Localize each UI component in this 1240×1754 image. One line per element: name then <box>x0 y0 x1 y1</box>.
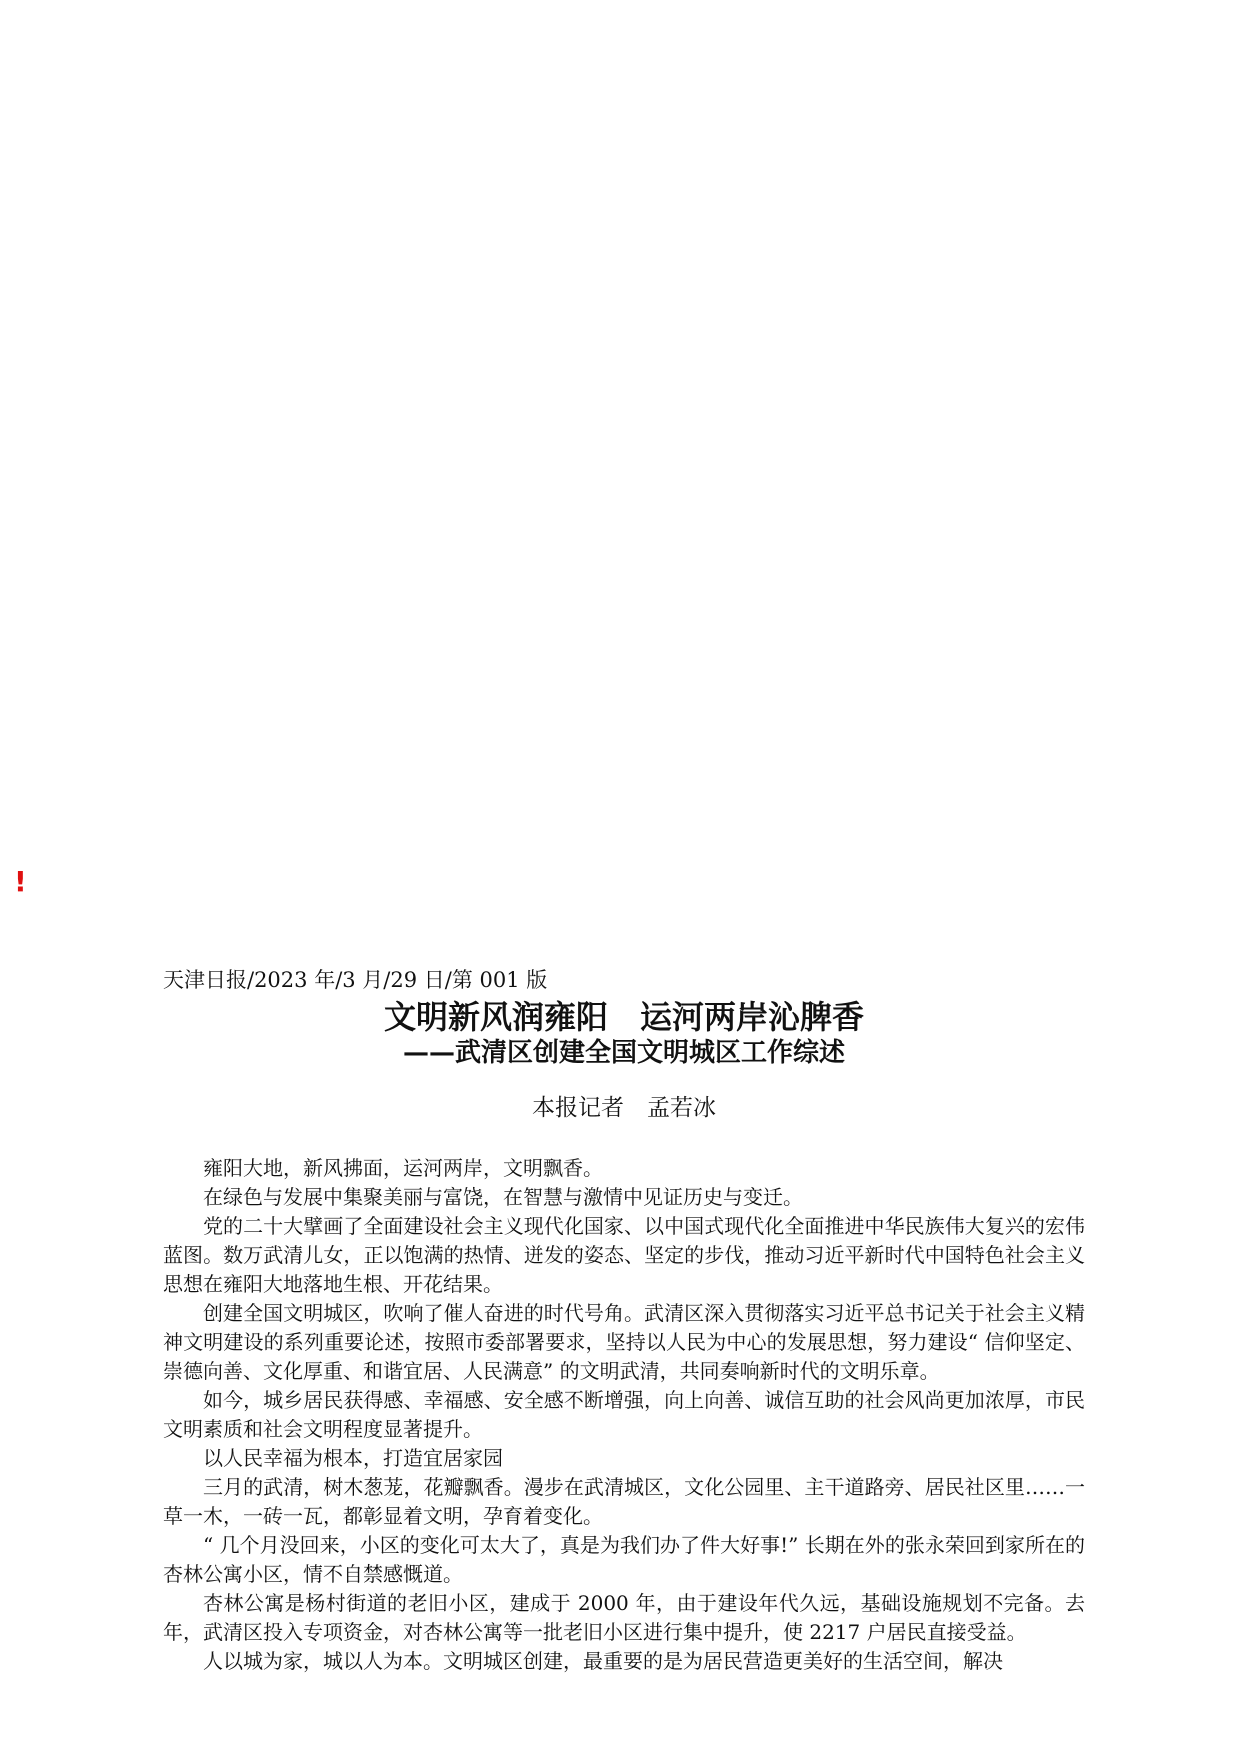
paragraph: “ 几个月没回来，小区的变化可太大了，真是为我们办了件大好事!” 长期在外的张永荣回到家所在的杏林公寓小区，情不自禁感慨道。 <box>163 1533 1085 1586</box>
article-body <box>163 1154 1085 1676</box>
paragraph: 在绿色与发展中集聚美丽与富饶，在智慧与激情中见证历史与变迁。 <box>203 1185 803 1209</box>
subheadline: ——武清区创建全国文明城区工作综述 <box>402 1038 845 1068</box>
paragraph: 党的二十大擘画了全面建设社会主义现代化国家、以中国式现代化全面推进中华民族伟大复兴的宏伟蓝图。数万武清儿女，正以饱满的热情、迸发的姿态、坚定的步伐，推动习近平新时代中国特色社会主义思想在雍阳大地落地生根、开花结果。 <box>163 1214 1085 1296</box>
headline: 文明新风润雍阳 运河两岸沁脾香 <box>383 998 864 1036</box>
paragraph: 雍阳大地，新风拂面，运河两岸，文明飘香。 <box>203 1156 603 1180</box>
article <box>163 966 1085 1676</box>
paragraph: 如今，城乡居民获得感、幸福感、安全感不断增强，向上向善、诚信互助的社会风尚更加浓厚，市民文明素质和社会文明程度显著提升。 <box>163 1388 1085 1441</box>
section-heading: 以人民幸福为根本，打造宜居家园 <box>203 1446 503 1470</box>
red-exclamation-mark: ! <box>14 865 27 898</box>
paragraph: 创建全国文明城区，吹响了催人奋进的时代号角。武清区深入贯彻落实习近平总书记关于社会主义精神文明建设的系列重要论述，按照市委部署要求，坚持以人民为中心的发展思想，努力建设“ 信仰坚定、崇德向善、文化厚重、和谐宜居、人民满意” 的文明武清，共同奏响新时代的文明乐章。 <box>163 1301 1085 1383</box>
paragraph: 杏林公寓是杨村街道的老旧小区，建成于 2000 年，由于建设年代久远，基础设施规划不完备。去年，武清区投入专项资金，对杏林公寓等一批老旧小区进行集中提升，使 2217 户居民直接受益。 <box>163 1591 1085 1644</box>
source-line: 天津日报/2023 年/3 月/29 日/第 001 版 <box>163 968 548 992</box>
paragraph: 三月的武清，树木葱茏，花瓣飘香。漫步在武清城区，文化公园里、主干道路旁、居民社区里……一草一木，一砖一瓦，都彰显着文明，孕育着变化。 <box>163 1475 1085 1528</box>
byline: 本报记者 孟若冰 <box>532 1095 716 1121</box>
paragraph: 人以城为家，城以人为本。文明城区创建，最重要的是为居民营造更美好的生活空间，解决 <box>203 1649 1003 1673</box>
